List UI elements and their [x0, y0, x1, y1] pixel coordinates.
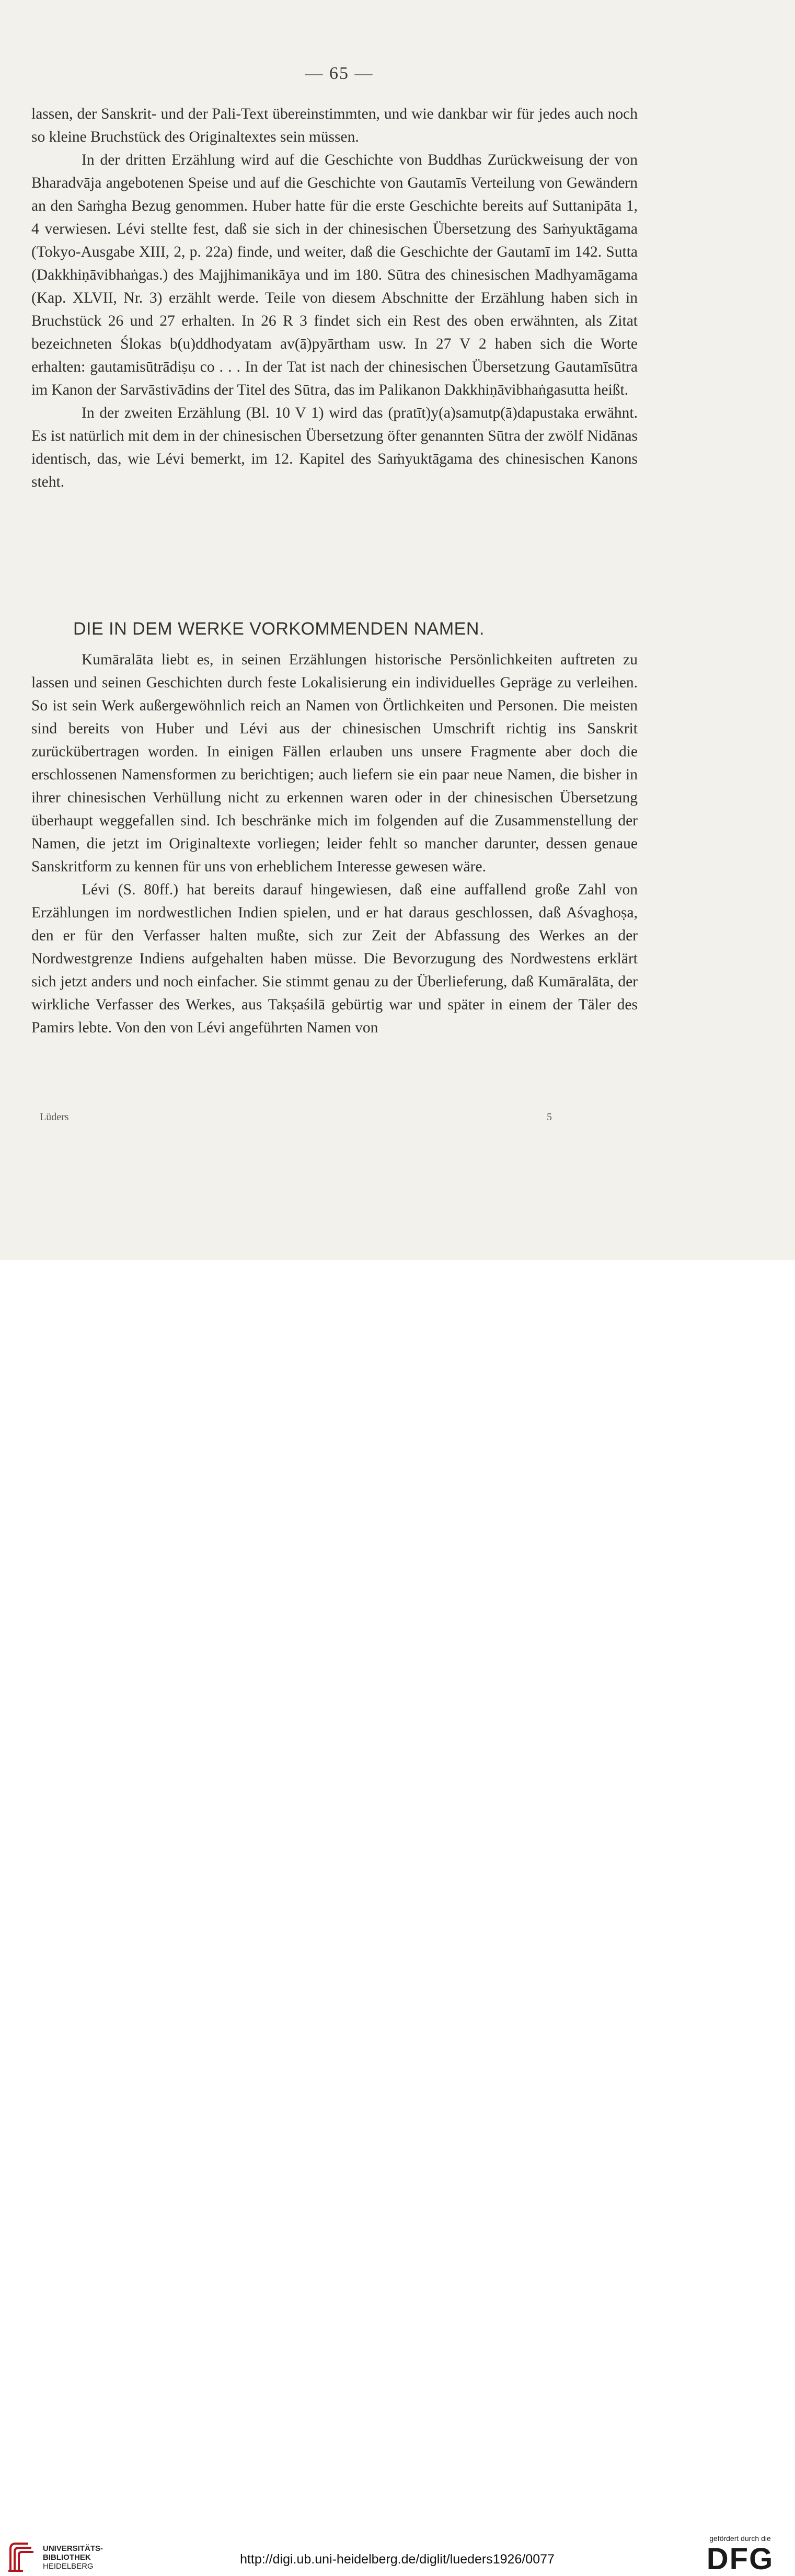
text-block-top — [31, 102, 638, 493]
sponsor-caption: gefördert durch die — [709, 2534, 771, 2543]
paragraph: In der zweiten Erzählung (Bl. 10 V 1) wird das (pratīt)y(a)samutp(ā)dapustaka erwähnt. Es ist natürlich mit dem in der chinesischen Übersetzung öfter genannten Sūtra der zwölf Nidānas identisch, das, wie Lévi bemerkt, im 12. Kapitel des Saṁyuktāgama des chinesischen Kanons steht. — [31, 405, 638, 490]
section-heading: DIE IN DEM WERKE VORKOMMENDEN NAMEN. — [73, 619, 485, 639]
sheet-number: 5 — [547, 1111, 552, 1123]
page-number: — 65 — — [305, 64, 374, 83]
paragraph: In der dritten Erzählung wird auf die Geschichte von Buddhas Zurückweisung der von Bharadvāja angebotenen Speise und auf die Geschichte von Gautamīs Verteilung von Gewändern an den Saṁgha Bezug genommen. Huber hatte für die erste Geschichte bereits auf Suttanipāta 1, 4 verwiesen. Lévi stellte fest, daß sie sich in der chinesischen Übersetzung des Saṁyuktāgama (Tokyo-Ausgabe XIII, 2, p. 22a) finde, und weiter, daß die Geschichte der Gautamī im 142. Sutta (Dakkhiṇāvibhaṅgas.) des Majjhimanikāya und im 180. Sūtra des chinesischen Madhyamāgama (Kap. XLVII, Nr. 3) erzählt werde. Teile von diesem Abschnitte der Erzählung haben sich in Bruchstück 26 und 27 erhalten. In 26 R 3 findet sich ein Rest des oben erwähnten, als Zitat bezeichneten Ślokas b(u)ddhodyatam av(ā)pyārtham usw. In 27 V 2 haben sich die Worte erhalten: gautamisūtrādiṣu co . . . In der Tat ist nach der chinesischen Übersetzung Gautamīsūtra im Kanon der Sarvāstivādins der Titel des Sūtra, das im Palikanon Dakkhiṇāvibhaṅgasutta heißt. — [31, 152, 638, 398]
permalink-url[interactable]: http://digi.ub.uni-heidelberg.de/diglit/lueders1926/0077 — [240, 2552, 555, 2567]
library-name: UNIVERSITÄTS- BIBLIOTHEK HEIDELBERG — [43, 2544, 103, 2571]
text-block-bottom — [31, 648, 638, 1039]
dfg-logo-icon: DFG — [706, 2542, 774, 2576]
library-logo[interactable] — [7, 2542, 103, 2573]
page-footer — [40, 1111, 552, 1123]
dfg-sponsor-logo[interactable] — [696, 2534, 785, 2575]
paragraph: Lévi (S. 80ff.) hat bereits darauf hingewiesen, daß eine auffallend große Zahl von Erzählungen im nordwestlichen Indien spielen, und er hat daraus geschlossen, daß Aśvaghoṣa, den er für den Verfasser halten mußte, sich zur Zeit der Abfassung des Werkes an der Nordwestgrenze Indiens aufgehalten haben müsse. Die Bevorzugung des Nordwestens erklärt sich jetzt anders und noch einfacher. Sie stimmt genau zu der Überlieferung, daß Kumāralāta, der wirkliche Verfasser des Werkes, aus Takṣaśilā gebürtig war und später in einem der Täler des Pamirs lebte. Von den von Lévi angeführten Namen von — [31, 881, 638, 1036]
paragraph: lassen, der Sanskrit- und der Pali-Text übereinstimmten, und wie dankbar wir für jedes auch noch so kleine Bruchstück des Originaltextes sein müssen. — [31, 106, 638, 145]
author-signature: Lüders — [40, 1111, 69, 1123]
university-library-logo-icon — [7, 2542, 36, 2573]
scanned-page — [0, 0, 795, 1260]
viewer-bottom-bar — [0, 1260, 795, 2576]
paragraph: Kumāralāta liebt es, in seinen Erzählungen historische Persönlichkeiten auftreten zu lassen und seinen Geschichten durch feste Lokalisierung ein individuelles Gepräge zu verleihen. So ist sein Werk außergewöhnlich reich an Namen von Örtlichkeiten und Personen. Die meisten sind bereits von Huber und Lévi aus der chinesischen Umschrift richtig ins Sanskrit zurückübertragen worden. In einigen Fällen erlauben uns unsere Fragmente aber doch die erschlossenen Namensformen zu berichtigen; auch liefern sie ein paar neue Namen, die bisher in ihrer chinesischen Verhüllung nicht zu erkennen waren oder in der chinesischen Übersetzung überhaupt weggefallen sind. Ich beschränke mich im folgenden auf die Zusammenstellung der Namen, die jetzt im Originaltexte vorliegen; leider fehlt so mancher darunter, dessen genaue Sanskritform zu kennen für uns von erheblichem Interesse gewesen wäre. — [31, 651, 638, 875]
